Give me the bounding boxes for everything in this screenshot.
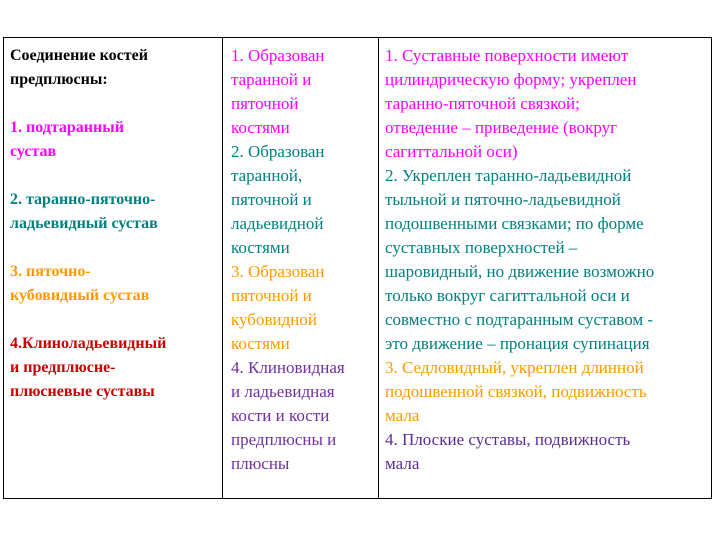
column-formation [223,38,379,498]
col1-item-4: 4.Клиноладьевидный и предплюсне- плюсневые суставы [10,335,167,400]
col3-item-2: 2. Укреплен таранно-ладьевидной тыльной и пяточно-ладьевидной подошвенными связками; по форме суставных поверхностей – шаровидный, но движение возможно только вокруг сагиттальной оси и совместно с подтаранным суставом - это движение – пронация супинация [385,166,655,353]
col3-item-1: 1. Суставные поверхности имеют цилиндрическую форму; укреплен таранно-пяточной связкой; отведение – приведение (вокруг сагиттальной оси) [385,46,637,161]
col1-item-2: 2. таранно-пяточно- ладьевидный сустав [10,191,158,232]
col3-item-4: 4. Плоские суставы, подвижность мала [385,430,631,473]
col2-item-1: 1. Образован таранной и пяточной костями [231,46,325,137]
col1-item-1: 1. подтаранный сустав [10,119,124,160]
col2-item-3: 3. Образован пяточной и кубовидной костями [231,262,325,353]
col1-item-3: 3. пяточно- кубовидный сустав [10,263,150,304]
col3-item-3: 3. Седловидный, укреплен длинной подошвенной связкой, подвижность мала [385,358,647,425]
column-description [379,38,711,498]
col2-item-2: 2. Образован таранной, пяточной и ладьевидной костями [231,142,325,257]
column-joints [4,38,223,498]
joints-table [3,37,712,499]
col2-item-4: 4. Клиновидная и ладьевидная кости и кости предплюсны и плюсны [231,358,345,473]
col1-heading: Соединение костей предплюсны: [10,47,148,88]
